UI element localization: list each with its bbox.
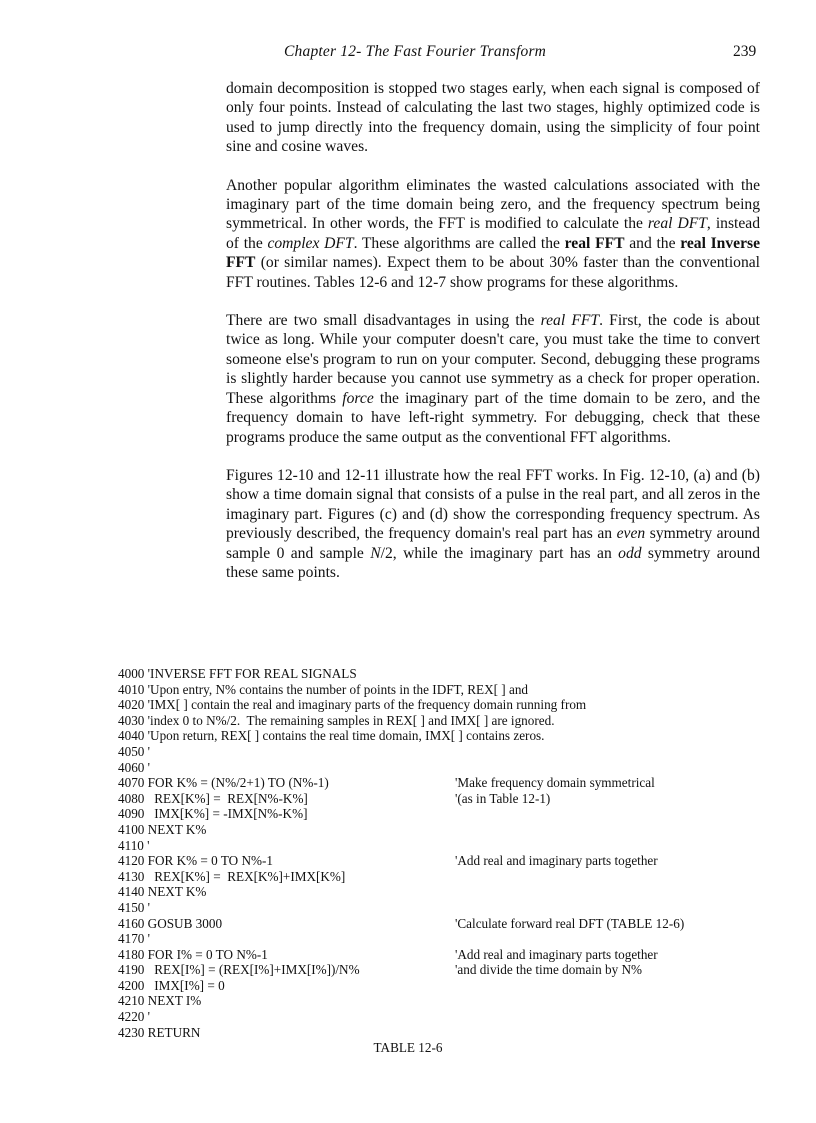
code-line — [118, 775, 718, 791]
code-statement: 4190 REX[I%] = (REX[I%]+IMX[I%])/N% — [118, 962, 360, 978]
code-statement: 4000 'INVERSE FFT FOR REAL SIGNALS — [118, 666, 357, 681]
text-segment: and the — [624, 234, 681, 252]
code-line — [118, 869, 718, 885]
code-statement: 4020 'IMX[ ] contain the real and imaginary parts of the frequency domain running from — [118, 697, 587, 713]
code-line — [118, 947, 718, 963]
code-line — [118, 1025, 718, 1041]
text-segment: N — [370, 544, 381, 562]
text-segment: /2, while the imaginary part has an — [380, 544, 619, 562]
code-line — [118, 931, 718, 947]
code-comment: 'Add real and imaginary parts together — [455, 853, 658, 869]
code-comment: 'Add real and imaginary parts together — [455, 946, 658, 962]
table-caption: TABLE 12-6 — [373, 1040, 443, 1055]
code-line — [118, 697, 718, 713]
text-segment: complex DFT — [267, 234, 354, 252]
code-statement: 4010 'Upon entry, N% contains the number of points in the IDFT, REX[ ] and — [118, 681, 529, 697]
code-statement: 4110 ' — [118, 837, 150, 853]
text-segment: . These algorithms are called the — [353, 234, 565, 252]
code-comment: 'Calculate forward real DFT (TABLE 12-6) — [455, 915, 685, 931]
code-comment: 'Make frequency domain symmetrical — [455, 775, 655, 791]
code-line — [118, 666, 718, 682]
code-statement: 4200 IMX[I%] = 0 — [118, 977, 225, 993]
code-statement: 4160 GOSUB 3000 — [118, 915, 223, 931]
code-line — [118, 838, 718, 854]
code-line — [118, 760, 718, 776]
code-line — [118, 728, 718, 744]
text-segment: symmetry around sample 0 and sample — [226, 525, 760, 562]
page-number: 239 — [733, 43, 757, 60]
code-statement: 4070 FOR K% = (N%/2+1) TO (N%-1) — [118, 775, 329, 791]
paragraph — [226, 176, 760, 292]
text-segment: force — [342, 389, 374, 407]
text-segment: real FFT — [540, 312, 600, 330]
code-statement: 4210 NEXT I% — [118, 993, 202, 1009]
code-statement: 4180 FOR I% = 0 TO N%-1 — [118, 946, 268, 962]
code-line — [118, 993, 718, 1009]
paragraph — [226, 79, 760, 157]
code-line — [118, 853, 718, 869]
code-comment: 'and divide the time domain by N% — [455, 962, 642, 978]
text-segment: , instead of the — [226, 215, 760, 252]
code-statement: 4060 ' — [118, 759, 151, 775]
text-segment: real DFT — [647, 215, 707, 233]
text-segment: There are two small disadvantages in using the — [226, 312, 541, 330]
code-comment: '(as in Table 12-1) — [455, 790, 551, 806]
paragraph — [226, 311, 760, 447]
code-line — [118, 682, 718, 698]
code-statement: 4030 'index 0 to N%/2. The remaining samples in REX[ ] and IMX[ ] are ignored. — [118, 712, 555, 728]
code-statement: 4140 NEXT K% — [118, 884, 207, 900]
body-text — [226, 79, 760, 601]
page-header — [0, 43, 816, 65]
code-listing — [118, 666, 718, 1040]
text-segment: (or similar names). Expect them to be about 30% faster than the conventional FFT routines. Tables 12-6 and 12-7 show programs for these algorithms. — [226, 254, 760, 291]
text-segment: Figures 12-10 and 12-11 illustrate how the real FFT works. In Fig. 12-10, (a) and (b) show a time domain signal that consists of a pulse in the real part, and all zeros in the imaginary part. Figures (c) and (d) show the corresponding frequency spectrum. As previously described, the frequency domain's real part has an — [226, 466, 760, 543]
code-line — [118, 822, 718, 838]
text-segment: odd — [618, 544, 642, 562]
code-line — [118, 884, 718, 900]
text-segment: . First, the code is about twice as long. While your computer doesn't care, you must take the time to convert someone else's program to run on your computer. Second, debugging these programs is slightly harder because you cannot use symmetry as a check for proper operation. These algorithms — [226, 312, 760, 407]
code-statement: 4090 IMX[K%] = -IMX[N%-K%] — [118, 806, 308, 822]
code-line — [118, 791, 718, 807]
code-line — [118, 806, 718, 822]
text-segment: real FFT — [564, 234, 625, 252]
code-line — [118, 962, 718, 978]
code-statement: 4130 REX[K%] = REX[K%]+IMX[K%] — [118, 868, 346, 884]
chapter-title: Chapter 12- The Fast Fourier Transform — [284, 43, 547, 60]
text-segment: symmetry around these same points. — [226, 544, 760, 581]
text-segment: domain decomposition is stopped two stages early, when each signal is composed of only four points. Instead of calculating the last two stages, highly optimized code is used to jump directly into the frequency domain, using the simplicity of four point sine and cosine waves. — [226, 80, 760, 156]
code-statement: 4100 NEXT K% — [118, 821, 207, 837]
code-statement: 4150 ' — [118, 899, 151, 915]
code-line — [118, 916, 718, 932]
code-line — [118, 978, 718, 994]
code-line — [118, 1009, 718, 1025]
code-statement: 4170 ' — [118, 931, 151, 947]
text-segment: even — [616, 525, 646, 543]
code-statement: 4040 'Upon return, REX[ ] contains the real time domain, IMX[ ] contains zeros. — [118, 728, 545, 744]
text-segment: the imaginary part of the time domain to be zero, and the frequency domain to have left-right symmetry. For debugging, check that these programs produce the same output as the conventional FFT algorithms. — [226, 389, 760, 446]
text-segment: Another popular algorithm eliminates the wasted calculations associated with the imaginary part of the time domain being zero, and the frequency spectrum being symmetrical. In other words, the FFT is modified to calculate the — [226, 176, 760, 233]
code-statement: 4080 REX[K%] = REX[N%-K%] — [118, 790, 308, 806]
code-statement: 4220 ' — [118, 1009, 151, 1025]
code-statement: 4120 FOR K% = 0 TO N%-1 — [118, 853, 273, 869]
code-statement: 4230 RETURN — [118, 1024, 201, 1040]
text-segment: real Inverse FFT — [226, 234, 760, 272]
code-line — [118, 900, 718, 916]
code-statement: 4050 ' — [118, 743, 151, 759]
code-line — [118, 713, 718, 729]
code-line — [118, 744, 718, 760]
paragraph — [226, 466, 760, 582]
